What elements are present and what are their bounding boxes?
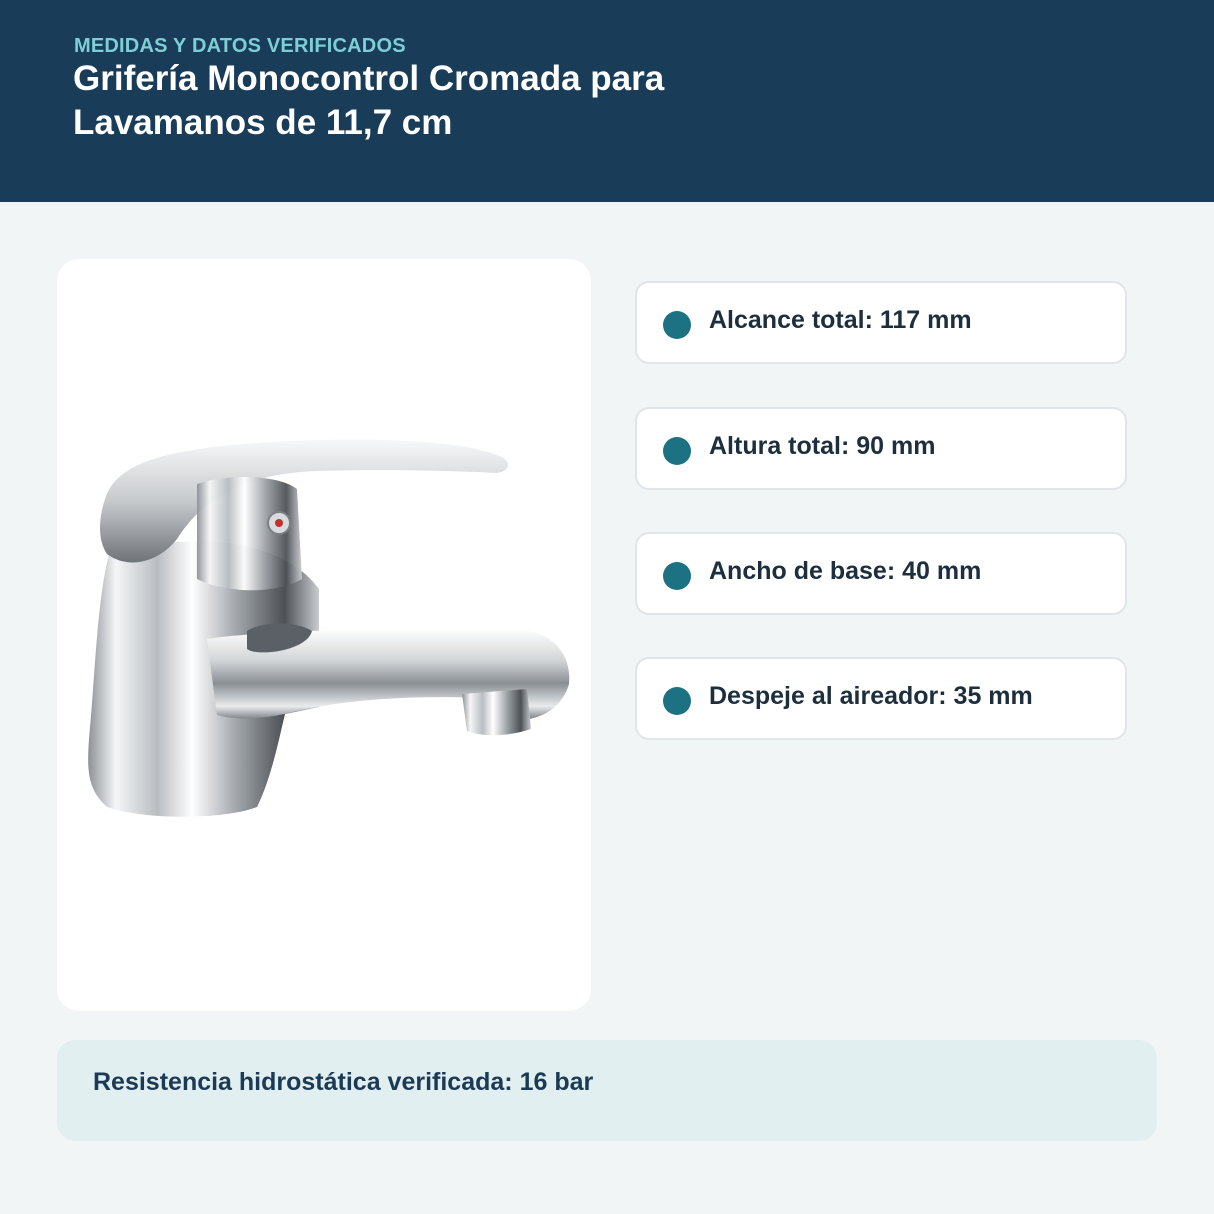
spec-card-ancho xyxy=(635,532,1127,615)
spec-card-despeje xyxy=(635,657,1127,740)
faucet-icon xyxy=(88,440,569,817)
bullet-dot-icon xyxy=(663,687,691,715)
footer-note xyxy=(57,1040,1157,1141)
page-title: Grifería Monocontrol Cromada para Lavamanos de 11,7 cm xyxy=(73,59,665,142)
bullet-dot-icon xyxy=(663,437,691,465)
faucet-image xyxy=(57,259,591,1011)
spec-label: Ancho de base: 40 mm xyxy=(709,557,982,585)
eyebrow-label: MEDIDAS Y DATOS VERIFICADOS xyxy=(74,35,406,57)
spec-card-altura xyxy=(635,407,1127,490)
header xyxy=(0,0,1214,202)
spec-label: Altura total: 90 mm xyxy=(709,432,936,460)
footer-text: Resistencia hidrostática verificada: 16 bar xyxy=(93,1068,594,1096)
spec-label: Alcance total: 117 mm xyxy=(709,306,972,334)
spec-card-alcance xyxy=(635,281,1127,364)
spec-label: Despeje al aireador: 35 mm xyxy=(709,682,1033,710)
bullet-dot-icon xyxy=(663,311,691,339)
product-image-card xyxy=(57,259,591,1011)
bullet-dot-icon xyxy=(663,562,691,590)
